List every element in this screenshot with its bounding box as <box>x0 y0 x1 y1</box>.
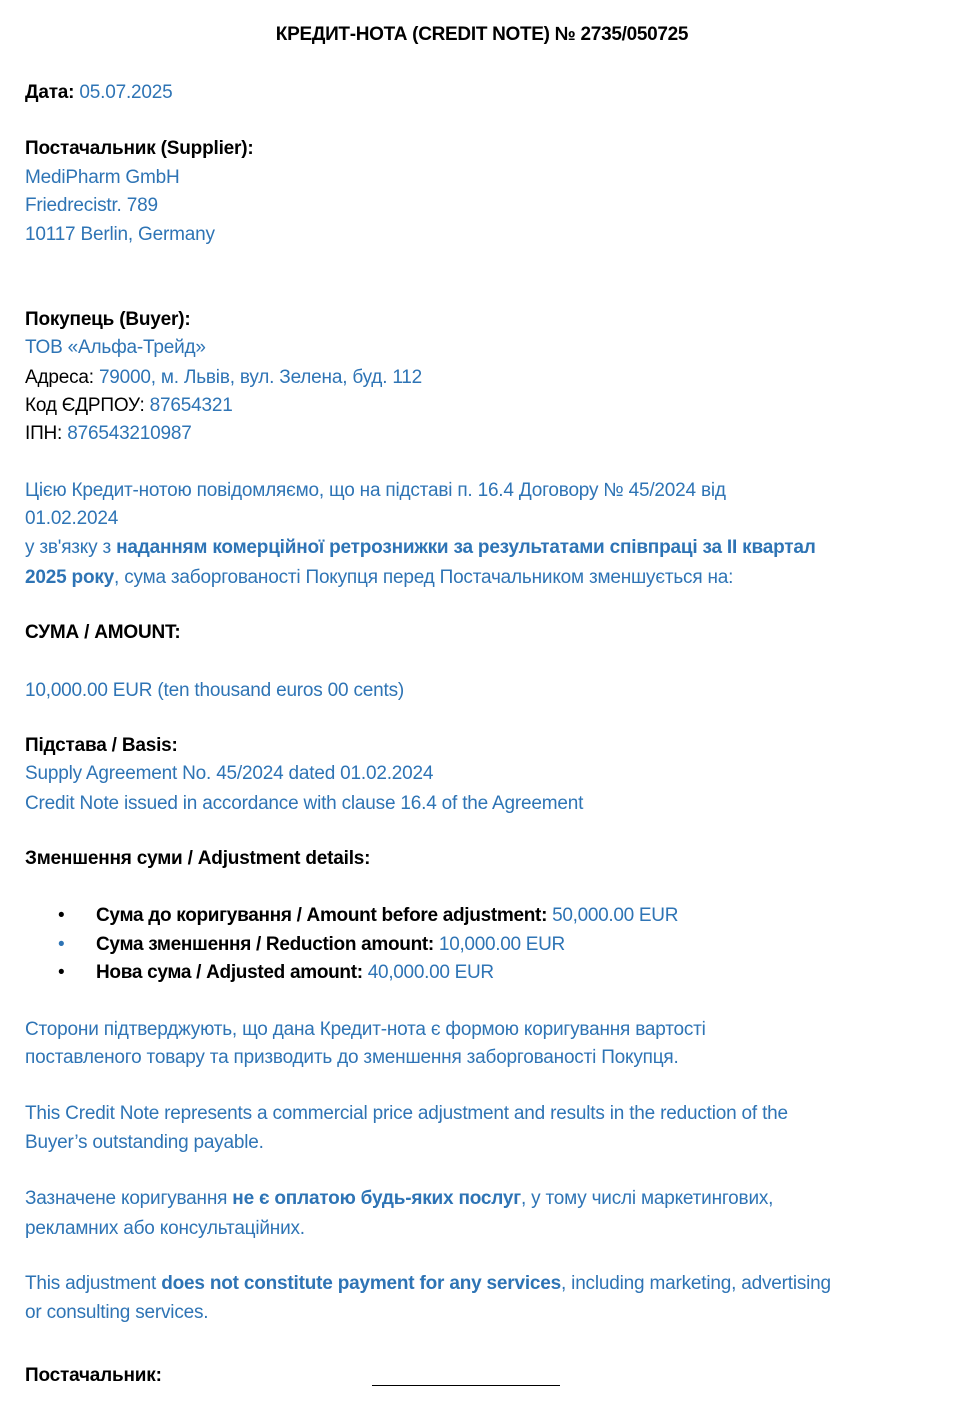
buyer-edrpou-label: Код ЄДРПОУ: <box>25 395 145 416</box>
buyer-ipn-value: 876543210987 <box>67 423 192 444</box>
adjustment-item-label: Сума до коригування / Amount before adjustment: <box>96 905 548 926</box>
adjustment-item-adjusted <box>96 961 494 985</box>
ua-confirm-line-2: поставленого товару та призводить до зменшення заборгованості Покупця. <box>25 1047 679 1068</box>
supplier-heading: Постачальник (Supplier): <box>25 138 254 159</box>
bullet-icon: • <box>58 962 65 983</box>
ua-services-rest: , у тому числі маркетингових, <box>520 1188 774 1209</box>
bullet-icon: • <box>58 905 65 926</box>
date-value: 05.07.2025 <box>79 82 173 103</box>
buyer-ipn-label: ІПН: <box>25 423 63 444</box>
basis-line-2: Credit Note issued in accordance with clause 16.4 of the Agreement <box>25 793 584 814</box>
intro-line-2: 01.02.2024 <box>25 508 119 529</box>
intro-line-4-rest: , сума заборгованості Покупця перед Постачальником зменшується на: <box>114 567 734 588</box>
basis-heading: Підстава / Basis: <box>25 735 178 756</box>
buyer-edrpou-value: 87654321 <box>149 395 233 416</box>
intro-line-3-bold: наданням комерційної ретрознижки за результатами співпраці за II квартал <box>116 537 816 558</box>
intro-line-4 <box>25 566 733 590</box>
intro-line-3-prefix: у зв'язку з <box>25 537 117 558</box>
ua-services-line-2: рекламних або консультаційних. <box>25 1218 305 1239</box>
bullet-icon: • <box>58 934 65 955</box>
intro-line-1: Цією Кредит-нотою повідомляємо, що на підставі п. 16.4 Договору № 45/2024 від <box>25 480 726 501</box>
en-services-bold: does not constitute payment for any services <box>161 1273 562 1294</box>
intro-line-3 <box>25 536 816 560</box>
en-services-rest: , including marketing, advertising <box>561 1273 831 1294</box>
date-row <box>25 81 173 105</box>
buyer-name: ТОВ «Альфа-Трейд» <box>25 337 206 358</box>
supplier-street: Friedrecistr. 789 <box>25 195 158 216</box>
adjustment-item-label: Нова сума / Adjusted amount: <box>96 962 363 983</box>
en-services-line-2: or consulting services. <box>25 1302 209 1323</box>
buyer-address-label: Адреса: <box>25 367 94 388</box>
adjustment-item-value: 40,000.00 EUR <box>367 962 494 983</box>
ua-services-line-1 <box>25 1187 773 1211</box>
ua-services-bold: не є оплатою будь-яких послуг <box>232 1188 521 1209</box>
supplier-name: MediPharm GmbH <box>25 167 180 188</box>
date-label: Дата: <box>25 82 75 103</box>
supplier-city: 10117 Berlin, Germany <box>25 224 215 245</box>
en-confirm-line-2: Buyer’s outstanding payable. <box>25 1132 264 1153</box>
buyer-address-value: 79000, м. Львів, вул. Зелена, буд. 112 <box>98 367 423 388</box>
buyer-heading: Покупець (Buyer): <box>25 309 191 330</box>
amount-heading: СУМА / AMOUNT: <box>25 622 181 643</box>
buyer-ipn-row <box>25 422 192 446</box>
adjustment-item-value: 10,000.00 EUR <box>438 934 565 955</box>
intro-line-4-bold: 2025 року <box>25 567 115 588</box>
basis-line-1: Supply Agreement No. 45/2024 dated 01.02.2024 <box>25 763 434 784</box>
buyer-edrpou-row <box>25 394 233 418</box>
buyer-address-row <box>25 366 422 390</box>
amount-value: 10,000.00 EUR (ten thousand euros 00 cents) <box>25 680 405 701</box>
ua-services-prefix: Зазначене коригування <box>25 1188 233 1209</box>
signature-label: Постачальник: <box>25 1365 162 1386</box>
en-services-prefix: This adjustment <box>25 1273 162 1294</box>
adjustment-heading: Зменшення суми / Adjustment details: <box>25 848 371 869</box>
document-title: КРЕДИТ-НОТА (CREDIT NOTE) № 2735/050725 <box>275 24 689 45</box>
adjustment-item-reduction <box>96 933 565 957</box>
adjustment-item-before <box>96 904 678 928</box>
adjustment-item-value: 50,000.00 EUR <box>552 905 679 926</box>
signature-line <box>372 1385 560 1386</box>
adjustment-item-label: Сума зменшення / Reduction amount: <box>96 934 434 955</box>
en-services-line-1 <box>25 1272 831 1296</box>
ua-confirm-line-1: Сторони підтверджують, що дана Кредит-нота є формою коригування вартості <box>25 1019 706 1040</box>
en-confirm-line-1: This Credit Note represents a commercial price adjustment and results in the reduction of the <box>25 1103 788 1124</box>
